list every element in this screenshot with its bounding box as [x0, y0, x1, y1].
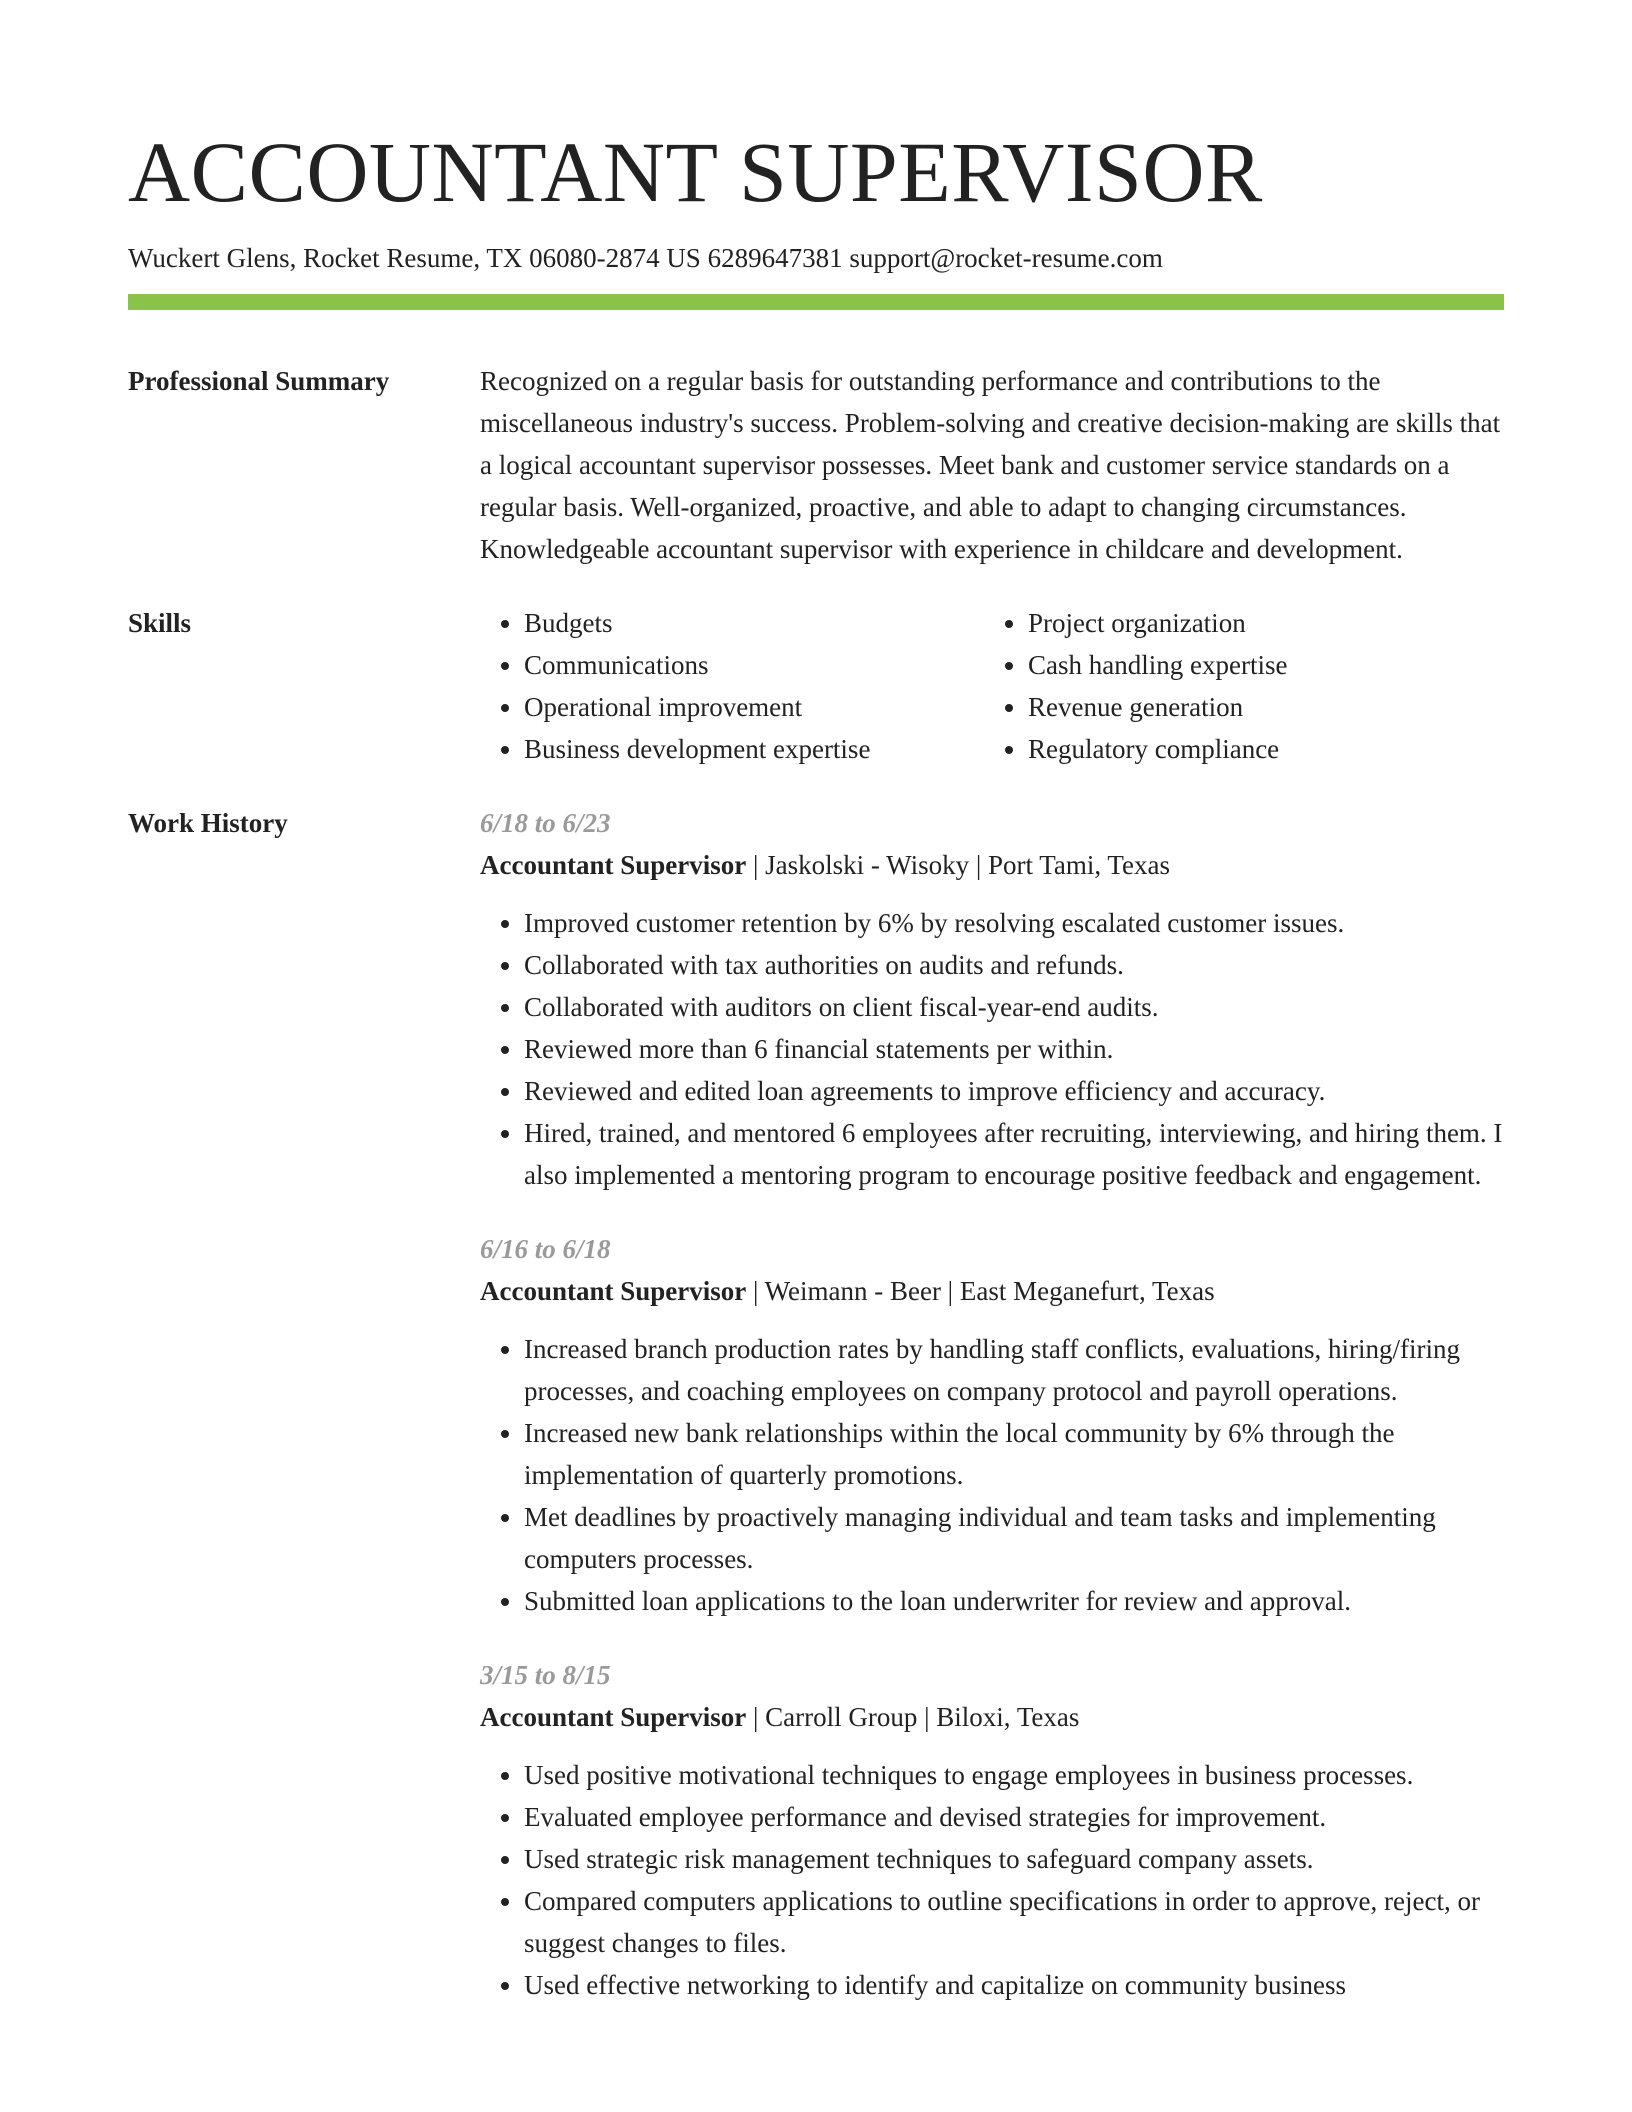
job-bullet: • Reviewed more than 6 financial statements per within.	[524, 1028, 1504, 1070]
job-details: | Jaskolski - Wisoky | Port Tami, Texas	[746, 850, 1170, 880]
job-bullets	[480, 1328, 1504, 1622]
skills-column-2	[984, 602, 1488, 770]
job-bullet: • Increased new bank relationships within the local community by 6% through the implementation of quarterly promotions.	[524, 1412, 1504, 1496]
job-entry	[480, 1228, 1504, 1622]
job-bullet: • Compared computers applications to outline specifications in order to approve, reject, or suggest changes to files.	[524, 1880, 1504, 1964]
job-heading	[480, 1696, 1504, 1738]
section-label-work-history: Work History	[128, 808, 288, 838]
job-bullet: • Reviewed and edited loan agreements to improve efficiency and accuracy.	[524, 1070, 1504, 1112]
job-heading	[480, 844, 1504, 886]
resume-name: ACCOUNTANT SUPERVISOR	[128, 124, 1263, 220]
resume-page	[128, 0, 1504, 2038]
skill-item: • Revenue generation	[1028, 686, 1488, 728]
job-bullet: • Hired, trained, and mentored 6 employees after recruiting, interviewing, and hiring them. I also implemented a mentoring program to encourage positive feedback and engagement.	[524, 1112, 1504, 1196]
job-details: | Weimann - Beer | East Meganefurt, Texas	[746, 1276, 1215, 1306]
work-history-section	[128, 802, 1504, 2038]
job-bullet: • Used positive motivational techniques to engage employees in business processes.	[524, 1754, 1504, 1796]
skills-section	[128, 602, 1504, 770]
job-bullet: • Used effective networking to identify and capitalize on community business	[524, 1964, 1504, 2006]
job-bullet: • Met deadlines by proactively managing individual and team tasks and implementing computers processes.	[524, 1496, 1504, 1580]
job-bullet: • Collaborated with tax authorities on audits and refunds.	[524, 944, 1504, 986]
job-bullets	[480, 1754, 1504, 2006]
job-title: Accountant Supervisor	[480, 850, 747, 880]
job-title: Accountant Supervisor	[480, 1702, 747, 1732]
job-details: | Carroll Group | Biloxi, Texas	[746, 1702, 1080, 1732]
job-bullet: • Used strategic risk management techniques to safeguard company assets.	[524, 1838, 1504, 1880]
job-dates: 6/18 to 6/23	[480, 808, 611, 838]
summary-text: Recognized on a regular basis for outstanding performance and contributions to the miscellaneous industry's success. Problem-solving and creative decision-making are skills that a logical accountant supervisor possesses. Meet bank and customer service standards on a regular basis. Well-organized, proactive, and able to adapt to changing circumstances. Knowledgeable accountant supervisor with experience in childcare and development.	[480, 366, 1501, 564]
skill-item: • Communications	[524, 644, 984, 686]
job-bullet: • Collaborated with auditors on client fiscal-year-end audits.	[524, 986, 1504, 1028]
job-title: Accountant Supervisor	[480, 1276, 747, 1306]
job-entry	[480, 802, 1504, 1196]
job-bullet: • Evaluated employee performance and devised strategies for improvement.	[524, 1796, 1504, 1838]
skill-item: • Operational improvement	[524, 686, 984, 728]
section-label-skills: Skills	[128, 608, 192, 638]
skill-item: • Budgets	[524, 602, 984, 644]
job-bullet: • Increased branch production rates by handling staff conflicts, evaluations, hiring/firing processes, and coaching employees on company protocol and payroll operations.	[524, 1328, 1504, 1412]
skill-item: • Project organization	[1028, 602, 1488, 644]
job-bullet: • Improved customer retention by 6% by resolving escalated customer issues.	[524, 902, 1504, 944]
skill-item: • Business development expertise	[524, 728, 984, 770]
contact-line: Wuckert Glens, Rocket Resume, TX 06080-2874 US 6289647381 support@rocket-resume.com	[128, 243, 1163, 273]
skill-item: • Cash handling expertise	[1028, 644, 1488, 686]
skills-column-1	[480, 602, 984, 770]
job-entry	[480, 1654, 1504, 2006]
job-dates: 6/16 to 6/18	[480, 1234, 611, 1264]
section-label-summary: Professional Summary	[128, 366, 390, 396]
summary-section	[128, 360, 1504, 570]
accent-divider	[128, 294, 1504, 310]
job-bullet: • Submitted loan applications to the loan underwriter for review and approval.	[524, 1580, 1504, 1622]
skill-item: • Regulatory compliance	[1028, 728, 1488, 770]
job-heading	[480, 1270, 1504, 1312]
job-bullets	[480, 902, 1504, 1196]
job-dates: 3/15 to 8/15	[480, 1660, 611, 1690]
